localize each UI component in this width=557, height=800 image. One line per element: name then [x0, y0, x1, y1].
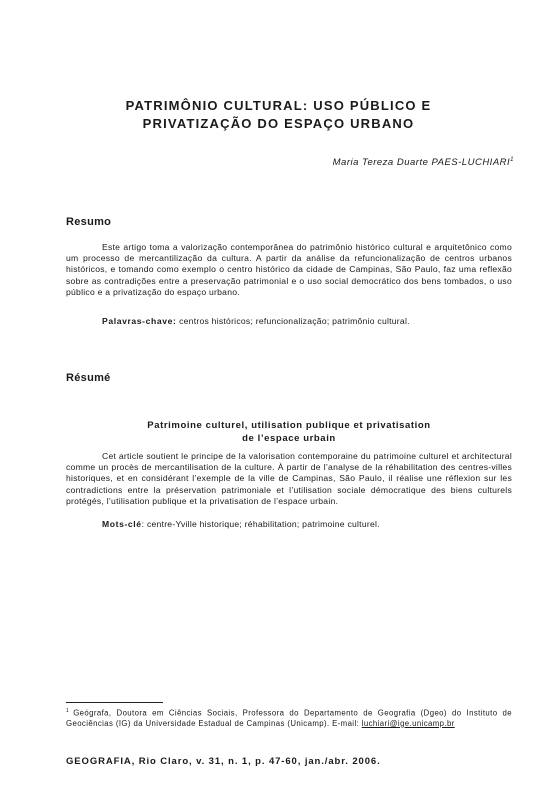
resumo-abstract — [66, 242, 512, 298]
resumo-heading: Resumo — [66, 216, 112, 228]
footnote-mark: 1 — [66, 708, 70, 714]
resume-body: Cet article soutient le principe de la valorisation contemporaine du patrimoine culturel et architectural comme un procès de mercantilisation de la culture. À partir de l’analyse de la réhabilitation des centres-villes historiques, et en considérant l’exemple de la ville de Campinas, São Paulo, il réalise une réflexion sur les contradictions entre la préservation patrimoniale et l’utilisation sociale démocratique des biens culturels protégés, l’utilisation publique et la privatisation de l’espace urbain. — [66, 451, 512, 506]
author-line — [333, 157, 514, 168]
resume-abstract — [66, 451, 512, 507]
resumo-body: Este artigo toma a valorização contemporânea do patrimônio histórico cultural e arquitetônico como um processo de mercantilização da cultura. A partir da análise da refuncionalização de centros urbanos históricos, e tomando como exemplo o centro histórico da cidade de Campinas, São Paulo, faz uma reflexão sobre as contradições entre a preservação patrimonial e o uso social democrático dos bens tombados, o uso público e a privatização do espaço urbano. — [66, 242, 512, 297]
article-title — [60, 97, 497, 133]
resume-subtitle — [66, 420, 512, 445]
resume-keywords — [102, 519, 512, 529]
footnote-text: Geógrafa, Doutora em Ciências Sociais, Professora do Departamento de Geografia (Dgeo) do Instituto de Geociências (IG) da Universidade Estadual de Campinas (Unicamp). E-mail: — [66, 708, 512, 728]
title-line-2: PRIVATIZAÇÃO DO ESPAÇO URBANO — [142, 116, 415, 131]
footnote-email-link[interactable]: luchiari@ige.unicamp.br — [361, 718, 455, 728]
resume-subtitle-line-1: Patrimoine culturel, utilisation publique et privatisation — [147, 420, 431, 431]
journal-citation: GEOGRAFIA, Rio Claro, v. 31, n. 1, p. 47-60, jan./abr. 2006. — [66, 756, 381, 767]
resume-keywords-text: : centre-Yville historique; réhabilitation; patrimoine culturel. — [141, 519, 380, 529]
footnote — [66, 706, 512, 729]
resumo-keywords-text: centros históricos; refuncionalização; patrimônio cultural. — [179, 316, 410, 326]
resume-keywords-label: Mots-clé — [102, 519, 142, 529]
resumo-keywords-label: Palavras-chave: — [102, 316, 177, 326]
footnote-divider — [66, 702, 163, 703]
resumo-keywords — [102, 316, 512, 326]
resume-subtitle-line-2: de l’espace urbain — [242, 432, 336, 444]
author-name: Maria Tereza Duarte PAES-LUCHIARI — [332, 157, 511, 169]
resume-heading: Résumé — [66, 372, 111, 384]
title-line-1: PATRIMÔNIO CULTURAL: USO PÚBLICO E — [125, 98, 432, 113]
author-footnote-mark: 1 — [510, 157, 514, 163]
